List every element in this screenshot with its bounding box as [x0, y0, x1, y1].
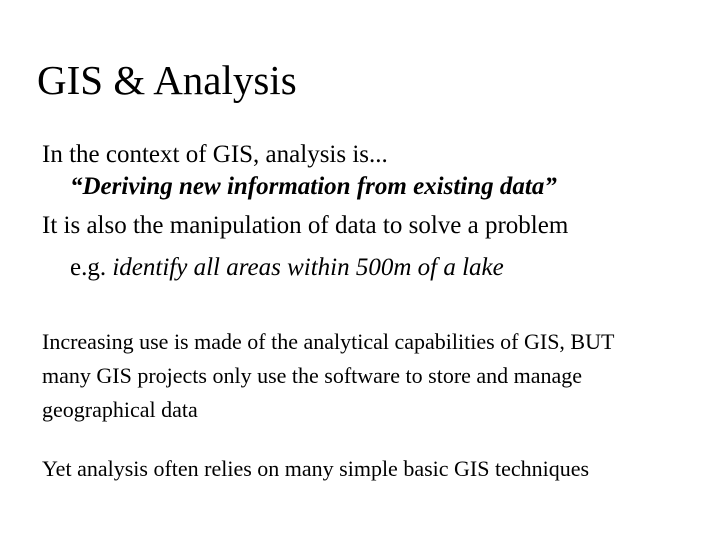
definition-quote: “Deriving new information from existing data” [70, 173, 557, 200]
example-prefix: e.g. [70, 254, 113, 281]
example-line [70, 253, 504, 283]
definition-intro: In the context of GIS, analysis is... [42, 141, 388, 168]
slide-title: GIS & Analysis [37, 57, 297, 103]
example-text: identify all areas within 500m of a lake [112, 254, 504, 281]
usage-paragraph-line: many GIS projects only use the software to store and manage [42, 363, 583, 388]
usage-paragraph [42, 325, 614, 427]
techniques-paragraph: Yet analysis often relies on many simple basic GIS techniques [42, 456, 590, 481]
manipulation-statement: It is also the manipulation of data to solve a problem [42, 212, 569, 239]
usage-paragraph-line: Increasing use is made of the analytical capabilities of GIS, BUT [42, 329, 615, 354]
usage-paragraph-line: geographical data [42, 397, 198, 422]
